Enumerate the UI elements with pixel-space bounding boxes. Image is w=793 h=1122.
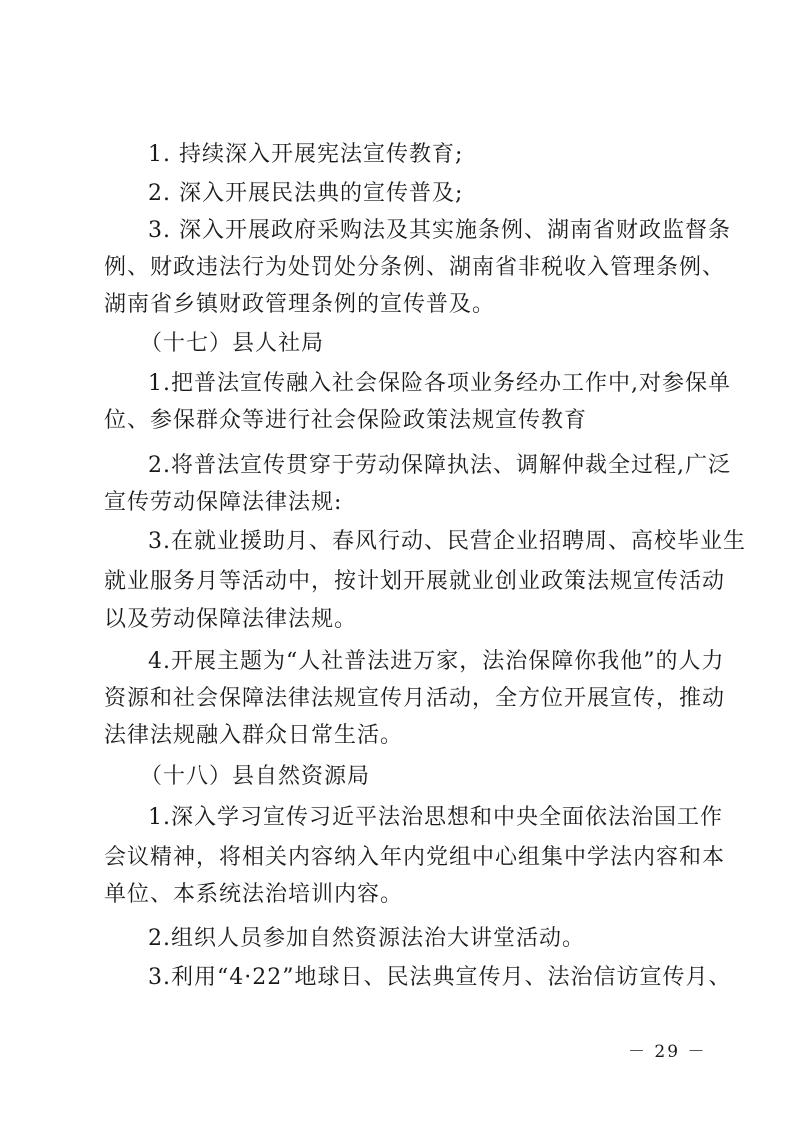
text-line: 1.深入学习宣传习近平法治思想和中央全面依法治国工作 [148, 805, 723, 830]
text-line: 3.利用“4·22”地球日、民法典宣传月、法治信访宣传月、 [148, 965, 732, 990]
page-number: － 29 － [628, 1042, 707, 1062]
text-line: 2.将普法宣传贯穿于劳动保障执法、调解仲裁全过程,广泛 [148, 453, 731, 478]
section-heading: （十七）县人社局 [140, 331, 325, 356]
text-line: 3.在就业援助月、春风行动、民营企业招聘周、高校毕业生 [148, 529, 746, 554]
text-line: 湖南省乡镇财政管理条例的宣传普及。 [104, 292, 496, 317]
text-line: 2.组织人员参加自然资源法治大讲堂活动。 [148, 926, 585, 951]
text-line: 单位、本系统法治培训内容。 [104, 882, 404, 907]
text-line: 就业服务月等活动中，按计划开展就业创业政策法规宣传活动 [104, 569, 726, 594]
text-line: 法律法规融入群众日常生活。 [104, 723, 404, 748]
text-line: 3. 深入开展政府采购法及其实施条例、湖南省财政监督条 [148, 218, 731, 243]
text-line: 4.开展主题为“人社普法进万家，法治保障你我他”的人力 [148, 649, 725, 674]
text-line: 资源和社会保障法律法规宣传月活动，全方位开展宣传，推动 [104, 686, 726, 711]
text-line: 2. 深入开展民法典的宣传普及; [148, 181, 464, 206]
text-line: 例、财政违法行为处罚处分条例、湖南省非税收入管理条例、 [104, 255, 726, 280]
text-line: 1.把普法宣传融入社会保险各项业务经办工作中,对参保单 [148, 371, 731, 396]
text-line: 1. 持续深入开展宪法宣传教育; [148, 142, 464, 167]
text-line: 位、参保群众等进行社会保险政策法规宣传教育 [104, 408, 588, 433]
section-heading: （十八）县自然资源局 [140, 764, 371, 789]
text-line: 会议精神，将相关内容纳入年内党组中心组集中学法内容和本 [104, 845, 726, 870]
text-line: 宣传劳动保障法律法规: [104, 490, 343, 515]
text-line: 以及劳动保障法律法规。 [104, 607, 358, 632]
